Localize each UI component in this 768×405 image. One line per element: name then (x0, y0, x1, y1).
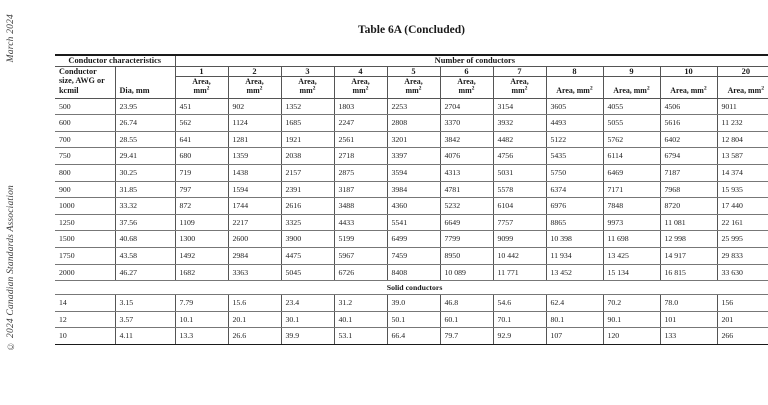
margin-note-date: March 2024 (6, 14, 16, 63)
cell-area-5: 7459 (387, 248, 440, 265)
cell-area-9: 9973 (603, 214, 660, 231)
cell-area-9: 7848 (603, 198, 660, 215)
cell-area-5: 6499 (387, 231, 440, 248)
cell-area-3: 2038 (281, 148, 334, 165)
cell-area-6: 3370 (440, 115, 493, 132)
cell-area-3: 2616 (281, 198, 334, 215)
cell-area-5: 5541 (387, 214, 440, 231)
cell-area-3: 3325 (281, 214, 334, 231)
margin-note-copyright: © 2024 Canadian Standards Association (6, 185, 16, 351)
header-area-4: Area, $mm^2$ (334, 77, 387, 98)
cell-area-6: 79.7 (440, 328, 493, 345)
cell-diameter: 23.95 (115, 98, 175, 115)
table-row (55, 131, 768, 148)
cell-area-4: 6726 (334, 264, 387, 281)
cell-area-5: 3594 (387, 165, 440, 182)
cell-area-1: 641 (175, 131, 228, 148)
cell-area-8: 5435 (546, 148, 603, 165)
cell-area-5: 4360 (387, 198, 440, 215)
cell-area-10: 7968 (660, 181, 717, 198)
cell-area-1: 1492 (175, 248, 228, 265)
cell-area-6: 4076 (440, 148, 493, 165)
cell-area-8: 13 452 (546, 264, 603, 281)
cell-area-7: 10 442 (493, 248, 546, 265)
table-row (55, 311, 768, 328)
cell-area-4: 5199 (334, 231, 387, 248)
cell-area-20: 12 804 (717, 131, 768, 148)
cell-area-20: 22 161 (717, 214, 768, 231)
cell-area-3: 30.1 (281, 311, 334, 328)
header-count-10: 10 (660, 66, 717, 77)
cell-area-8: 3605 (546, 98, 603, 115)
table-row (55, 198, 768, 215)
cell-diameter: 33.32 (115, 198, 175, 215)
cell-area-1: 13.3 (175, 328, 228, 345)
cell-conductor-size: 1000 (55, 198, 115, 215)
cell-area-9: 11 698 (603, 231, 660, 248)
cell-area-10: 7187 (660, 165, 717, 182)
header-count-row (55, 66, 768, 77)
cell-conductor-size: 2000 (55, 264, 115, 281)
cell-area-20: 33 630 (717, 264, 768, 281)
cell-area-10: 133 (660, 328, 717, 345)
cell-area-20: 266 (717, 328, 768, 345)
cell-area-7: 11 771 (493, 264, 546, 281)
cell-area-1: 872 (175, 198, 228, 215)
cell-area-8: 107 (546, 328, 603, 345)
cell-conductor-size: 600 (55, 115, 115, 132)
table-row (55, 248, 768, 265)
cell-area-6: 4781 (440, 181, 493, 198)
cell-area-9: 15 134 (603, 264, 660, 281)
cell-area-6: 4313 (440, 165, 493, 182)
cell-area-1: 562 (175, 115, 228, 132)
cell-area-5: 2253 (387, 98, 440, 115)
table-row (55, 165, 768, 182)
cell-area-20: 25 995 (717, 231, 768, 248)
header-area-10: Area, $mm^2$ (660, 77, 717, 98)
cell-diameter: 31.85 (115, 181, 175, 198)
cell-area-1: 1300 (175, 231, 228, 248)
cell-area-3: 23.4 (281, 295, 334, 312)
table-head (55, 55, 768, 98)
header-count-4: 4 (334, 66, 387, 77)
cell-area-9: 5055 (603, 115, 660, 132)
cell-area-8: 80.1 (546, 311, 603, 328)
table-row (55, 328, 768, 345)
cell-area-7: 54.6 (493, 295, 546, 312)
header-count-20: 20 (717, 66, 768, 77)
header-area-5: Area, $mm^2$ (387, 77, 440, 98)
cell-area-9: 13 425 (603, 248, 660, 265)
table-body (55, 98, 768, 344)
cell-area-8: 8865 (546, 214, 603, 231)
cell-area-3: 1921 (281, 131, 334, 148)
cell-area-4: 2561 (334, 131, 387, 148)
cell-area-9: 4055 (603, 98, 660, 115)
header-area-20: Area, $mm^2$ (717, 77, 768, 98)
table-row (55, 115, 768, 132)
cell-area-7: 7757 (493, 214, 546, 231)
cell-area-9: 6114 (603, 148, 660, 165)
cell-area-8: 4493 (546, 115, 603, 132)
cell-area-2: 2984 (228, 248, 281, 265)
cell-area-8: 6976 (546, 198, 603, 215)
section-band-label: Solid conductors (55, 281, 768, 295)
cell-area-2: 2217 (228, 214, 281, 231)
cell-conductor-size: 14 (55, 295, 115, 312)
cell-area-4: 2718 (334, 148, 387, 165)
cell-area-9: 90.1 (603, 311, 660, 328)
cell-diameter: 40.68 (115, 231, 175, 248)
cell-area-8: 62.4 (546, 295, 603, 312)
cell-area-3: 1352 (281, 98, 334, 115)
cell-area-5: 3397 (387, 148, 440, 165)
header-area-3: Area, $mm^2$ (281, 77, 334, 98)
cell-area-7: 5578 (493, 181, 546, 198)
table-row (55, 295, 768, 312)
cell-area-4: 2247 (334, 115, 387, 132)
cell-area-20: 156 (717, 295, 768, 312)
cell-conductor-size: 700 (55, 131, 115, 148)
cell-area-10: 6402 (660, 131, 717, 148)
cell-area-5: 3201 (387, 131, 440, 148)
cell-area-10: 8720 (660, 198, 717, 215)
cell-area-4: 40.1 (334, 311, 387, 328)
cell-conductor-size: 1250 (55, 214, 115, 231)
cell-area-6: 60.1 (440, 311, 493, 328)
cell-area-2: 20.1 (228, 311, 281, 328)
cell-area-10: 78.0 (660, 295, 717, 312)
cell-area-2: 26.6 (228, 328, 281, 345)
cell-area-8: 5750 (546, 165, 603, 182)
cell-area-2: 1359 (228, 148, 281, 165)
table-row (55, 148, 768, 165)
cell-area-6: 7799 (440, 231, 493, 248)
cell-area-10: 4506 (660, 98, 717, 115)
cell-area-5: 66.4 (387, 328, 440, 345)
cell-conductor-size: 1500 (55, 231, 115, 248)
header-conductor-size: Conductor size, AWG or kcmil (55, 66, 115, 98)
cell-diameter: 43.58 (115, 248, 175, 265)
table-container (55, 54, 768, 345)
cell-area-3: 2391 (281, 181, 334, 198)
cell-area-20: 13 587 (717, 148, 768, 165)
header-area-6: Area, $mm^2$ (440, 77, 493, 98)
cell-area-7: 5031 (493, 165, 546, 182)
cell-area-10: 12 998 (660, 231, 717, 248)
cell-conductor-size: 10 (55, 328, 115, 345)
cell-conductor-size: 800 (55, 165, 115, 182)
cell-area-5: 39.0 (387, 295, 440, 312)
cell-area-1: 680 (175, 148, 228, 165)
header-area-1: Area, $mm^2$ (175, 77, 228, 98)
cell-area-20: 14 374 (717, 165, 768, 182)
cell-area-7: 6104 (493, 198, 546, 215)
cell-diameter: 30.25 (115, 165, 175, 182)
cell-area-4: 4433 (334, 214, 387, 231)
cell-area-4: 3488 (334, 198, 387, 215)
cell-area-9: 6469 (603, 165, 660, 182)
header-area-9: Area, $mm^2$ (603, 77, 660, 98)
cell-area-2: 1438 (228, 165, 281, 182)
cell-area-2: 15.6 (228, 295, 281, 312)
table-row (55, 214, 768, 231)
cell-area-20: 15 935 (717, 181, 768, 198)
header-group-row (55, 55, 768, 66)
table-row (55, 231, 768, 248)
cell-area-2: 3363 (228, 264, 281, 281)
header-count-1: 1 (175, 66, 228, 77)
cell-area-1: 1109 (175, 214, 228, 231)
cell-area-10: 11 081 (660, 214, 717, 231)
header-area-8: Area, $mm^2$ (546, 77, 603, 98)
cell-area-20: 11 232 (717, 115, 768, 132)
cell-area-1: 10.1 (175, 311, 228, 328)
cell-area-6: 6649 (440, 214, 493, 231)
header-conductor-characteristics: Conductor characteristics (55, 55, 175, 66)
cell-area-1: 1682 (175, 264, 228, 281)
cell-area-9: 5762 (603, 131, 660, 148)
cell-area-2: 1124 (228, 115, 281, 132)
header-number-of-conductors: Number of conductors (175, 55, 768, 66)
table-row (55, 98, 768, 115)
cell-conductor-size: 1750 (55, 248, 115, 265)
cell-diameter: 3.57 (115, 311, 175, 328)
cell-area-3: 4475 (281, 248, 334, 265)
cell-area-4: 1803 (334, 98, 387, 115)
header-area-2: Area, $mm^2$ (228, 77, 281, 98)
cell-area-20: 17 440 (717, 198, 768, 215)
cell-area-9: 120 (603, 328, 660, 345)
header-count-3: 3 (281, 66, 334, 77)
cell-area-6: 8950 (440, 248, 493, 265)
cell-diameter: 26.74 (115, 115, 175, 132)
header-count-6: 6 (440, 66, 493, 77)
header-dia: Dia, mm (115, 66, 175, 98)
table-row (55, 264, 768, 281)
cell-area-20: 29 833 (717, 248, 768, 265)
header-count-7: 7 (493, 66, 546, 77)
cell-area-6: 3842 (440, 131, 493, 148)
cell-diameter: 28.55 (115, 131, 175, 148)
cell-area-9: 7171 (603, 181, 660, 198)
cell-area-20: 9011 (717, 98, 768, 115)
header-count-5: 5 (387, 66, 440, 77)
header-count-8: 8 (546, 66, 603, 77)
cell-area-4: 5967 (334, 248, 387, 265)
table-row (55, 181, 768, 198)
cell-area-1: 719 (175, 165, 228, 182)
cell-area-7: 70.1 (493, 311, 546, 328)
cell-conductor-size: 750 (55, 148, 115, 165)
cell-area-2: 1594 (228, 181, 281, 198)
cell-area-4: 2875 (334, 165, 387, 182)
cell-area-8: 5122 (546, 131, 603, 148)
cell-area-2: 1281 (228, 131, 281, 148)
cell-area-1: 797 (175, 181, 228, 198)
cell-area-20: 201 (717, 311, 768, 328)
cell-area-1: 451 (175, 98, 228, 115)
cell-area-10: 5616 (660, 115, 717, 132)
header-area-7: Area, $mm^2$ (493, 77, 546, 98)
cell-area-7: 9099 (493, 231, 546, 248)
cell-area-3: 5045 (281, 264, 334, 281)
header-count-2: 2 (228, 66, 281, 77)
cell-conductor-size: 500 (55, 98, 115, 115)
cell-diameter: 4.11 (115, 328, 175, 345)
cell-conductor-size: 900 (55, 181, 115, 198)
cell-area-9: 70.2 (603, 295, 660, 312)
cell-area-6: 10 089 (440, 264, 493, 281)
conductor-area-table (55, 54, 768, 345)
cell-area-2: 1744 (228, 198, 281, 215)
cell-area-2: 2600 (228, 231, 281, 248)
cell-area-5: 2808 (387, 115, 440, 132)
cell-area-10: 6794 (660, 148, 717, 165)
cell-area-2: 902 (228, 98, 281, 115)
cell-area-8: 11 934 (546, 248, 603, 265)
cell-area-4: 31.2 (334, 295, 387, 312)
section-band-row (55, 281, 768, 295)
cell-diameter: 29.41 (115, 148, 175, 165)
header-count-9: 9 (603, 66, 660, 77)
cell-diameter: 37.56 (115, 214, 175, 231)
cell-area-7: 3154 (493, 98, 546, 115)
cell-diameter: 46.27 (115, 264, 175, 281)
cell-diameter: 3.15 (115, 295, 175, 312)
cell-area-7: 3932 (493, 115, 546, 132)
cell-area-6: 5232 (440, 198, 493, 215)
cell-area-7: 4756 (493, 148, 546, 165)
cell-area-5: 3984 (387, 181, 440, 198)
cell-area-5: 50.1 (387, 311, 440, 328)
cell-area-10: 14 917 (660, 248, 717, 265)
cell-area-1: 7.79 (175, 295, 228, 312)
cell-area-10: 101 (660, 311, 717, 328)
cell-area-3: 2157 (281, 165, 334, 182)
cell-area-3: 1685 (281, 115, 334, 132)
cell-area-10: 16 815 (660, 264, 717, 281)
cell-area-5: 8408 (387, 264, 440, 281)
cell-conductor-size: 12 (55, 311, 115, 328)
cell-area-6: 46.8 (440, 295, 493, 312)
page-title: Table 6A (Concluded) (358, 24, 465, 36)
cell-area-7: 4482 (493, 131, 546, 148)
cell-area-8: 10 398 (546, 231, 603, 248)
cell-area-8: 6374 (546, 181, 603, 198)
cell-area-4: 3187 (334, 181, 387, 198)
cell-area-3: 39.9 (281, 328, 334, 345)
cell-area-4: 53.1 (334, 328, 387, 345)
cell-area-7: 92.9 (493, 328, 546, 345)
cell-area-6: 2704 (440, 98, 493, 115)
cell-area-3: 3900 (281, 231, 334, 248)
